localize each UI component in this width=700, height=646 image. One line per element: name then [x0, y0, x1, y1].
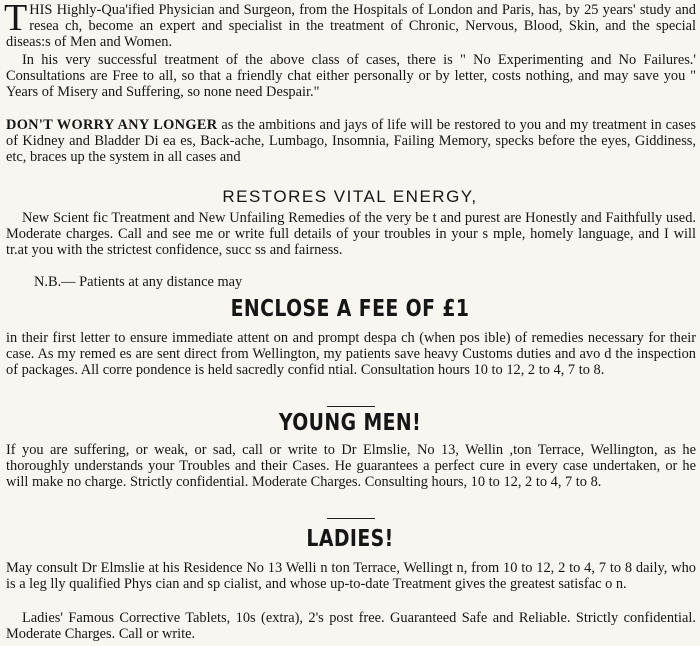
- young-men-heading: YOUNG MEN!: [278, 410, 422, 436]
- divider-rule: [327, 406, 375, 407]
- drop-cap: T: [4, 0, 28, 39]
- divider-rule: [327, 518, 375, 519]
- scientific-treatment-paragraph: New Scient fic Treatment and New Unfailing Remedies of the very be t and purest are Honestly and Faithfully used. Moderate charges. Call and see me or write full details of your troubles in your s mple, homely language, and I will tr.at you with the strictest confidence, succ ss and fairness.: [6, 210, 696, 258]
- fee-paragraph: in their first letter to ensure immediate attent on and prompt despa ch (when pos ible) of remedies necessary for their case. As my remed es are sent direct from Wellington, my patients save heavy Customs duties and avo d the inspection of packages. All corre pondence is held sacredly confid ntial. Consultation hours 10 to 12, 2 to 4, 7 to 8.: [6, 330, 696, 378]
- enclose-fee-heading: ENCLOSE A FEE OF £1: [230, 296, 470, 322]
- dont-worry-lead: DON'T WORRY ANY LONGER: [6, 117, 218, 133]
- treatment-paragraph: In his very successful treatment of the above class of cases, there is " No Experimenting and No Failures.' Consultations are Free to all, so that a friendly chat either personally or by letter, costs nothing, and may save you " Years of Misery and Suffering, so none need Despair.": [6, 52, 696, 100]
- intro-paragraph: [6, 2, 696, 50]
- ladies-heading: LADIES!: [306, 526, 394, 552]
- dont-worry-text: as the ambitions and jays of life will be restored to you and my treatment in cases of Kidney and Bladder Di ea es, Back-ache, Lumbago, Insomnia, Failing Memory, specks before the eyes, Giddiness, etc, braces up the system in all cases and: [6, 117, 696, 165]
- ladies-paragraph: May consult Dr Elmslie at his Residence No 13 Welli n ton Terrace, Wellingt n, from 10 to 12, 2 to 4, 7 to 8 daily, who is a leg lly qualified Phys cian and sp cialist, and whose up-to-date Treatment gives the greatest satisfac o n.: [6, 560, 696, 592]
- restores-vital-energy-heading: RESTORES VITAL ENERGY,: [222, 187, 478, 206]
- young-men-paragraph: If you are suffering, or weak, or sad, call or write to Dr Elmslie, No 13, Wellin ,ton Terrace, Wellington, as he thoroughly understands your Troubles and their Cases. He guarantees a perfect cure in every case undertaken, or he will make no charge. Strictly confidential. Moderate Charges. Consulting hours, 10 to 12, 2 to 4, 7 to 8.: [6, 442, 696, 490]
- intro-text: HIS Highly-Qua'ified Physician and Surgeon, from the Hospitals of London and Paris, has, by 25 years' study and resea ch, become an expert and specialist in the treatment of Chronic, Nervous, Blood, Skin, and the special diseas:s of Men and Women.: [6, 2, 696, 50]
- dont-worry-paragraph: [6, 117, 696, 165]
- tablets-paragraph: Ladies' Famous Corrective Tablets, 10s (extra), 2's post free. Guaranteed Safe and Reliable. Strictly confidential. Moderate Charges. Call or write.: [6, 610, 696, 642]
- nb-note: N.B.— Patients at any distance may: [34, 274, 243, 290]
